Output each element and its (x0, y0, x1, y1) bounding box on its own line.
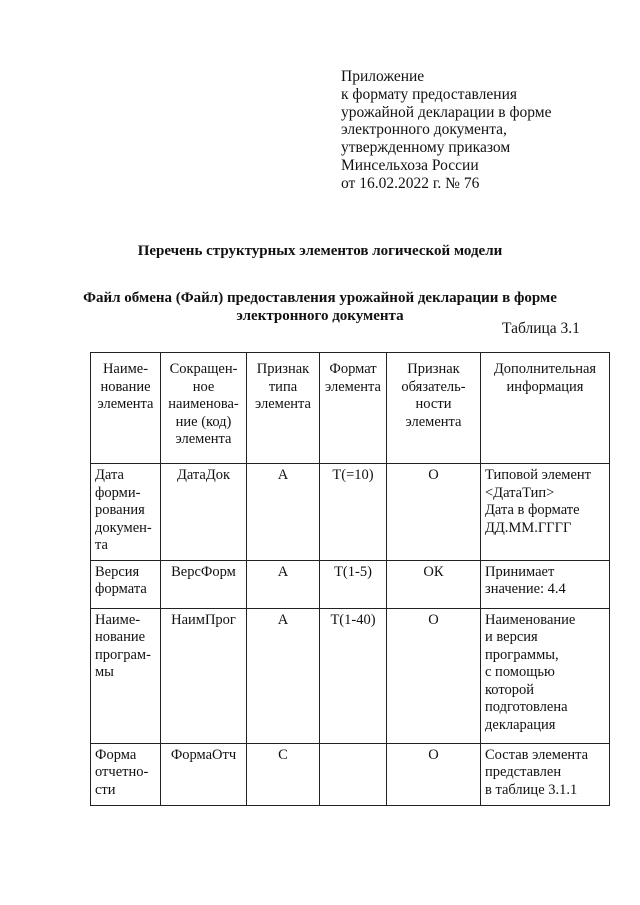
cell-element-code: НаимПрог (161, 608, 247, 743)
table-row (91, 743, 610, 805)
table-row (91, 464, 610, 561)
appendix-line: электронного документа, (341, 121, 507, 139)
appendix-line: Приложение (341, 68, 425, 85)
cell-element-name: Дата форми- рования докумен- та (91, 464, 161, 561)
document-subtitle: Файл обмена (Файл) предоставления урожайной декларации в форме электронного документа (83, 290, 557, 324)
table-header-row (91, 353, 610, 464)
cell-additional-info: Типовой элемент <ДатаТип> Дата в формате ДД.ММ.ГГГГ (481, 464, 610, 561)
header-element-required: Признак обязатель- ности элемента (387, 353, 481, 464)
cell-element-name: Форма отчетно- сти (91, 743, 161, 805)
cell-additional-info: Принимает значение: 4.4 (481, 560, 610, 608)
table-number: Таблица 3.1 (502, 320, 580, 337)
cell-element-format: Т(1-5) (320, 560, 387, 608)
appendix-line: к формату предоставления (341, 85, 518, 103)
cell-additional-info: Состав элемента представлен в таблице 3.1.1 (481, 743, 610, 805)
appendix-block (341, 68, 551, 193)
header-element-name: Наиме- нование элемента (91, 353, 161, 464)
header-element-type: Признак типа элемента (247, 353, 320, 464)
cell-element-format (320, 743, 387, 805)
cell-element-required: О (387, 743, 481, 805)
cell-element-format: Т(1-40) (320, 608, 387, 743)
cell-element-type: А (247, 560, 320, 608)
cell-element-required: ОК (387, 560, 481, 608)
cell-element-code: ВерсФорм (161, 560, 247, 608)
cell-additional-info: Наименование и версия программы, с помощью которой подготовлена декларация (481, 608, 610, 743)
cell-element-required: О (387, 608, 481, 743)
appendix-line: от 16.02.2022 г. № 76 (341, 174, 480, 192)
table-row (91, 608, 610, 743)
appendix-line: утвержденному приказом (341, 139, 511, 157)
cell-element-type: С (247, 743, 320, 805)
cell-element-type: А (247, 608, 320, 743)
document-title: Перечень структурных элементов логической модели (137, 243, 503, 259)
cell-element-type: А (247, 464, 320, 561)
cell-element-required: О (387, 464, 481, 561)
header-element-format: Формат элемента (320, 353, 387, 464)
appendix-line: урожайной декларации в форме (341, 103, 552, 121)
cell-element-name: Наиме- нование програм- мы (91, 608, 161, 743)
header-element-code: Сокращен- ное наименова- ние (код) элемента (161, 353, 247, 464)
appendix-line: Минсельхоза России (341, 156, 479, 174)
table-row (91, 560, 610, 608)
elements-table (90, 352, 610, 806)
cell-element-code: ФормаОтч (161, 743, 247, 805)
cell-element-format: Т(=10) (320, 464, 387, 561)
header-additional-info: Дополнительная информация (481, 353, 610, 464)
cell-element-code: ДатаДок (161, 464, 247, 561)
cell-element-name: Версия формата (91, 560, 161, 608)
